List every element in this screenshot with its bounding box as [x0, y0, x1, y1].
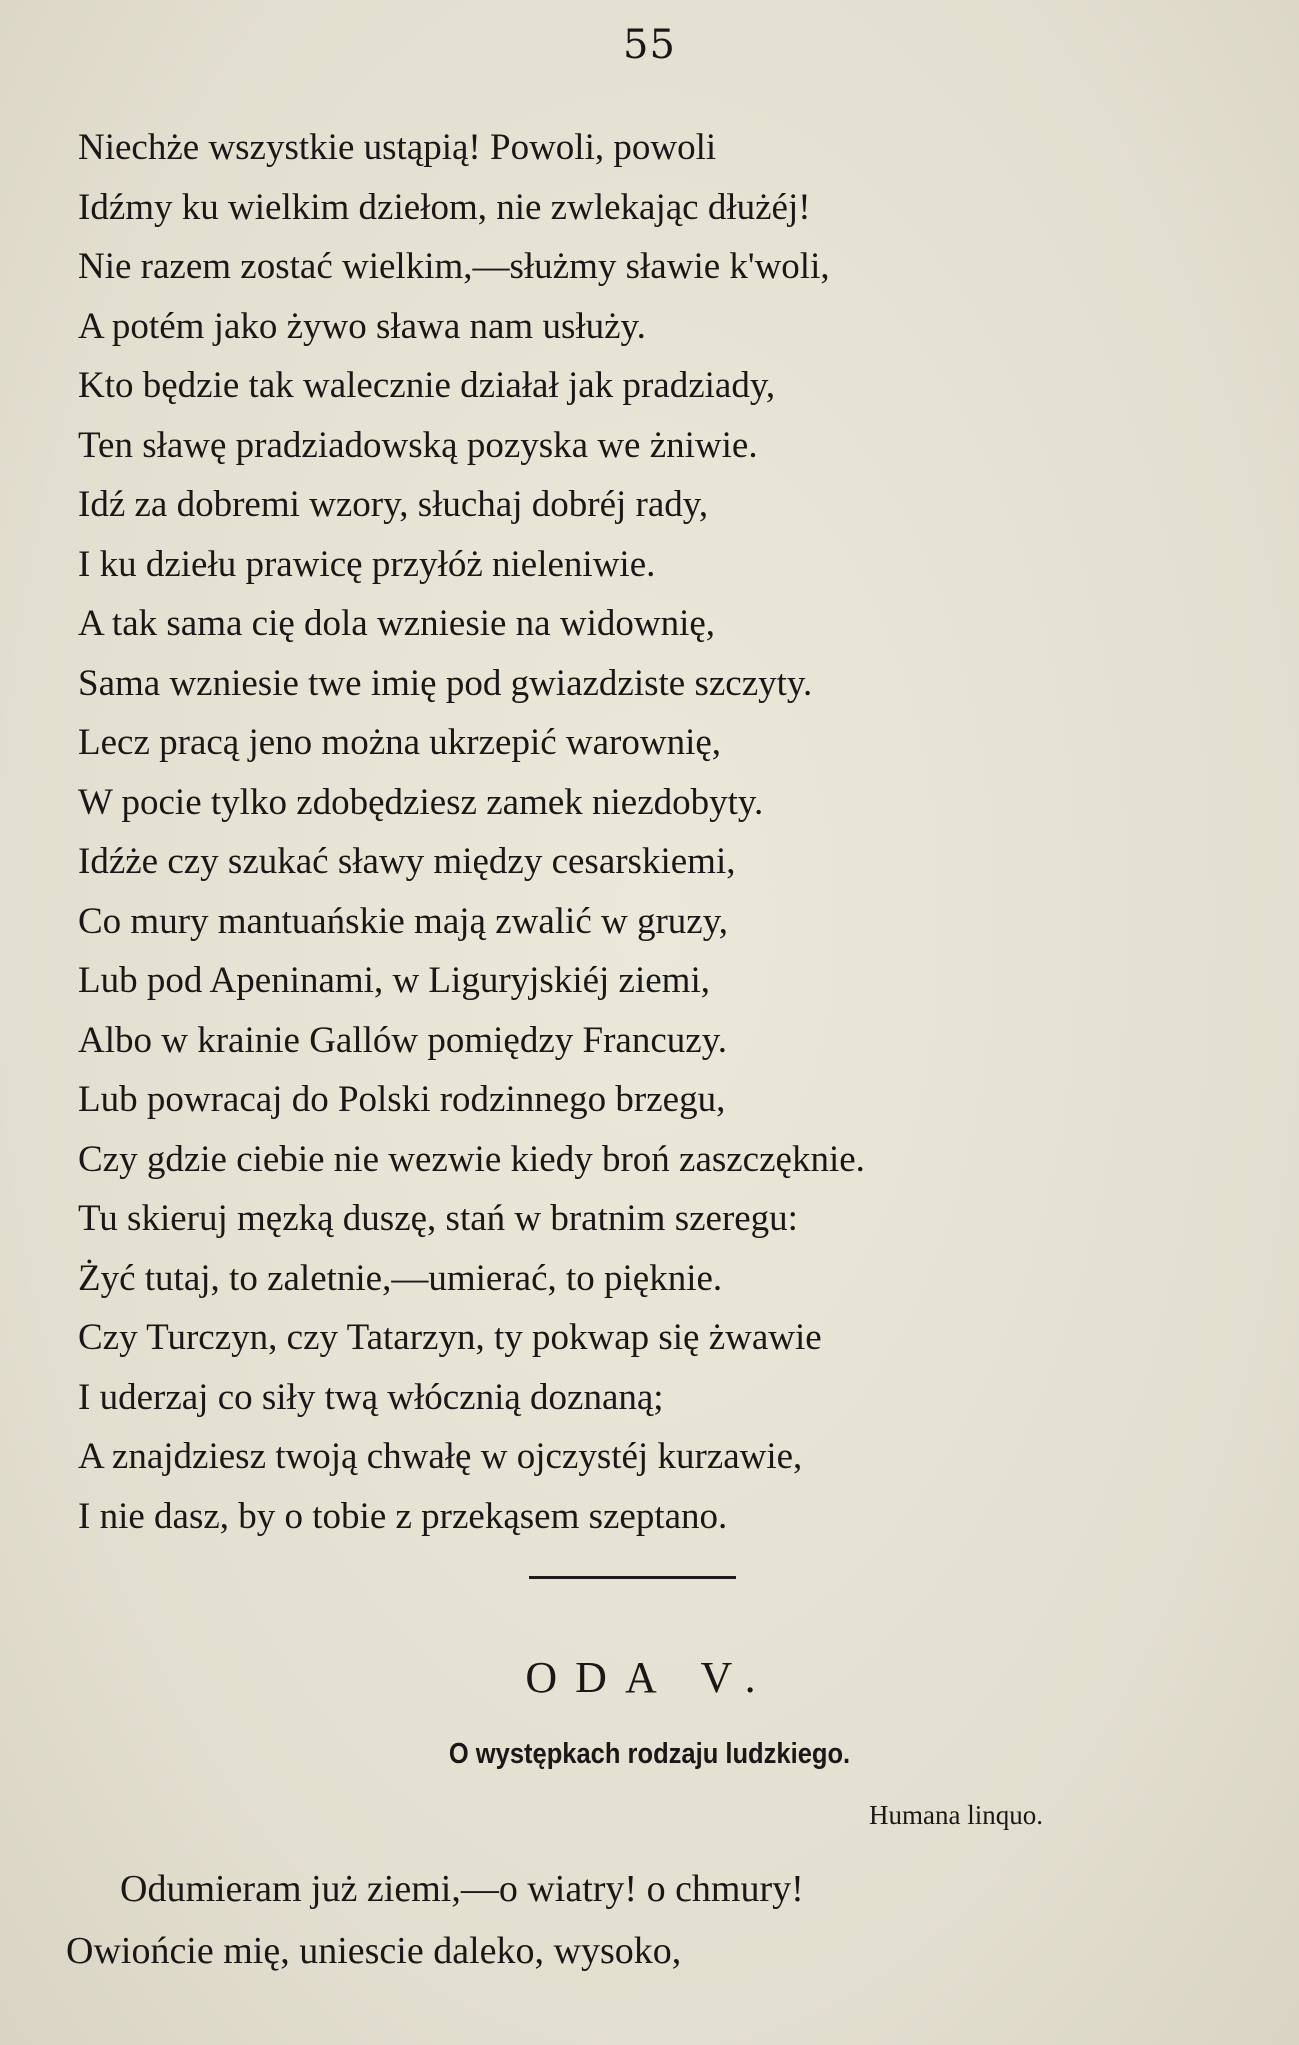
poem-line: Niechże wszystkie ustąpią! Powoli, powoli [78, 127, 717, 168]
poem-line: Idź za dobremi wzory, słuchaj dobréj rady, [78, 484, 709, 525]
poem-line: I nie dasz, by o tobie z przekąsem szeptano. [78, 1495, 728, 1537]
poem-line: Lub powracaj do Polski rodzinnego brzegu, [78, 1079, 726, 1120]
poem-line: Nie razem zostać wielkim,—służmy sławie k'woli, [78, 246, 830, 287]
poem-line: Tu skieruj męzką duszę, stań w bratnim szeregu: [78, 1198, 798, 1239]
poem-line: Lub pod Apeninami, w Liguryjskiéj ziemi, [78, 960, 710, 1001]
page-number: 55 [623, 22, 676, 68]
poem-line: Lecz pracą jeno można ukrzepić warownię, [78, 722, 722, 763]
ode-opening-lines [66, 1858, 1246, 1982]
poem-line: Kto będzie tak walecznie działał jak pradziady, [78, 365, 776, 406]
poem-line: A potém jako żywo sława nam usłuży. [78, 305, 646, 347]
poem-line: Idźże czy szukać sławy między cesarskiemi, [78, 841, 736, 882]
ode-title: ODA V. [525, 1653, 774, 1702]
poem-line: Odumieram już ziemi,—o wiatry! o chmury! [120, 1868, 804, 1910]
poem-stanza [78, 118, 1258, 1546]
poem-line: Czy Turczyn, czy Tatarzyn, ty pokwap się żwawie [78, 1317, 822, 1358]
poem-line: A znajdziesz twoją chwałę w ojczystéj kurzawie, [78, 1436, 803, 1477]
poem-line: Owiońcie mię, uniescie daleko, wysoko, [66, 1930, 682, 1972]
poem-line: Czy gdzie ciebie nie wezwie kiedy broń zaszczęknie. [78, 1138, 865, 1180]
poem-line: A tak sama cię dola wzniesie na widownię, [78, 603, 716, 644]
poem-line: Idźmy ku wielkim dziełom, nie zwlekając dłużéj! [78, 186, 811, 228]
poem-line: Co mury mantuańskie mają zwalić w gruzy, [78, 900, 729, 942]
poem-line: Żyć tutaj, to zaletnie,—umierać, to pięknie. [78, 1257, 723, 1299]
section-divider [529, 1576, 736, 1579]
poem-line: Albo w krainie Gallów pomiędzy Francuzy. [78, 1019, 728, 1061]
poem-line: I uderzaj co siły twą włócznią doznaną; [78, 1376, 664, 1418]
ode-subtitle: O występkach rodzaju ludzkiego. [448, 1738, 851, 1770]
ode-motto: Humana linquo. [869, 1800, 1043, 1830]
poem-line: I ku dziełu prawicę przyłóż nieleniwie. [78, 543, 656, 585]
poem-line: Ten sławę pradziadowską pozyska we żniwie. [78, 424, 758, 466]
poem-line: W pocie tylko zdobędziesz zamek niezdobyty. [78, 781, 764, 823]
poem-line: Sama wzniesie twe imię pod gwiazdziste szczyty. [78, 662, 813, 704]
